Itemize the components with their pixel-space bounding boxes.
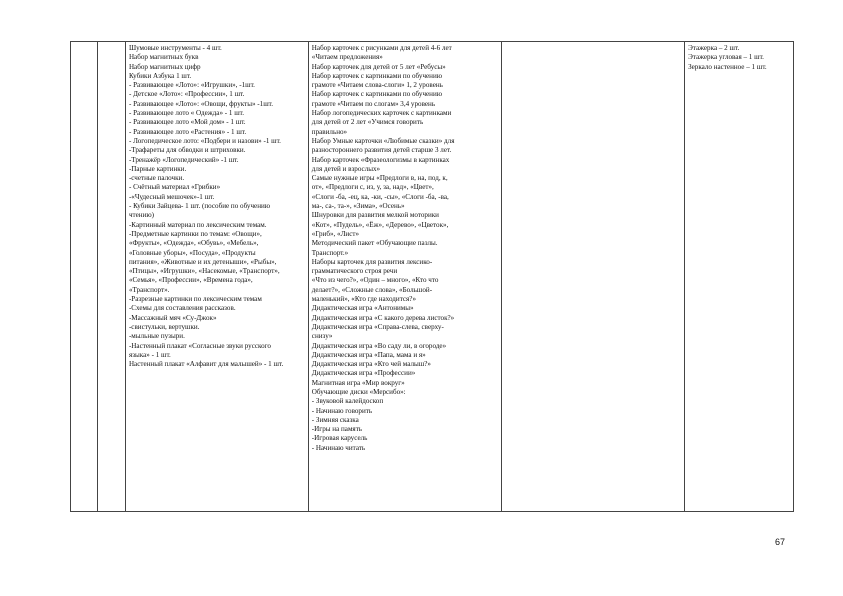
materials-list: [129, 44, 305, 369]
list-item: - Начинаю говорить: [311, 406, 373, 415]
list-item: от», «Предлоги с, из, у, за, над», «Цвет»,: [311, 183, 434, 192]
list-item: - Зимняя сказка: [311, 415, 359, 424]
list-item: разностороннего развития детей старше 3 лет.: [311, 146, 452, 155]
page-number: 67: [775, 537, 786, 547]
list-item: Дидактическая игра «Справа-слева, сверху-: [311, 322, 444, 331]
empty-cell-1: [71, 42, 98, 512]
empty-cell-2: [98, 42, 125, 512]
list-item: -Картинный материал по лексическим темам.: [128, 220, 267, 229]
list-item: грамоте «Читаем слова-слоги» 1, 2 уровень: [311, 81, 443, 90]
list-item: Набор карточек с рисунками для детей 4-6 лет: [311, 44, 452, 52]
list-item: снизу»: [311, 332, 333, 341]
list-item: -Игры на память: [311, 425, 363, 434]
list-item: Набор логопедических карточек с картинками: [311, 109, 452, 118]
list-item: Дидактическая игра «Во саду ли, в огороде»: [311, 341, 447, 350]
list-item: Транспорт.»: [311, 248, 349, 257]
list-item: Дидактическая игра «Антонимы»: [311, 304, 414, 313]
materials-cell: [125, 42, 308, 512]
list-item: правильно»: [311, 127, 348, 136]
list-item: - Развивающее «Лото»: «Игрушки», -1шт.: [128, 81, 255, 90]
list-item: -Предметные картинки по темам: «Овощи»,: [128, 229, 262, 238]
list-item: ма-, са-, та-», «Зима», «Осень»: [311, 202, 405, 211]
list-item: «Птицы», «Игрушки», «Насекомые, «Транспорт»,: [128, 267, 280, 276]
list-item: делает?», «Сложные слова», «Большой-: [311, 285, 433, 294]
list-item: Набор карточек для детей от 5 лет «Ребусы»: [311, 62, 446, 71]
list-item: Дидактическая игра «Кто чей малыш?»: [311, 360, 431, 369]
list-item: Шнуровки для развития мелкой моторики: [311, 211, 439, 220]
list-item: «Что из чего?», «Один – много», «Кто что: [311, 276, 439, 285]
list-item: Самые нужные игры «Предлоги в, на, под, к,: [311, 174, 448, 183]
list-item: Дидактическая игра «Папа, мама и я»: [311, 350, 426, 359]
list-item: «Слоги -ба, -ец, ка, -ки, -сы», «Слоги -ба, -ва,: [311, 192, 449, 201]
list-item: питания», «Животные и их детеныши», «Рыбы»,: [128, 257, 277, 266]
list-item: Набор карточек с картинками по обучению: [311, 90, 443, 99]
list-item: Методический пакет «Обучающие пазлы.: [311, 239, 438, 248]
list-item: -Массажный мяч «Су-Джок»: [128, 313, 217, 322]
list-item: маленький», «Кто где находится?»: [311, 295, 416, 304]
list-item: -Тренажёр «Логопедический» -1 шт.: [128, 155, 239, 164]
list-item: - Счётный материал «Грибки»: [128, 183, 221, 192]
list-item: «Кот», «Пудель», «Ёж», «Дерево», «Цветок»,: [311, 220, 449, 229]
list-item: для детей и взрослых»: [311, 164, 381, 173]
furniture-cell: [685, 42, 794, 512]
list-item: Шумовые инструменты - 4 шт.: [128, 44, 222, 52]
list-item: Магнитная игра «Мир вокруг»: [311, 378, 405, 387]
didactic-cell: [308, 42, 501, 512]
list-item: Этажерка – 2 шт.: [688, 44, 740, 52]
list-item: - Кубики Зайцева- 1 шт. (пособие по обучению: [128, 202, 271, 211]
list-item: Дидактическая игра «Профессии»: [311, 369, 416, 378]
list-item: Наборы карточек для развития лексико-: [311, 257, 433, 266]
list-item: -«Чудесный мешочек»-1 шт.: [128, 192, 215, 201]
list-item: -Схемы для составления рассказов.: [128, 304, 236, 313]
list-item: - Звуковой калейдоскоп: [311, 397, 384, 406]
list-item: -мыльные пузыри.: [128, 332, 185, 341]
list-item: Дидактическая игра «С какого дерева листок?»: [311, 313, 455, 322]
list-item: - Развивающее лото « Одежда» - 1 шт.: [128, 109, 245, 118]
list-item: - Развивающее лото «Мой дом» - 1 шт.: [128, 118, 246, 127]
list-item: Набор карточек «Фразеологизмы в картинках: [311, 155, 450, 164]
empty-cell-5: [502, 42, 685, 512]
list-item: Набор Умные карточки «Любимые сказки» для: [311, 136, 455, 145]
list-item: грамматического строя речи: [311, 267, 398, 276]
list-item: - Развивающее лото «Растения» - 1 шт.: [128, 127, 247, 136]
list-item: «Гриб», «Лист»: [311, 229, 359, 238]
list-item: «Головные уборы», «Посуда», «Продукты: [128, 248, 256, 257]
list-item: языка» - 1 шт.: [128, 350, 171, 359]
list-item: Настенный плакат «Алфавит для малышей» - 1 шт.: [128, 360, 284, 369]
list-item: «Транспорт».: [128, 285, 170, 294]
list-item: Набор карточек с картинками по обучению: [311, 71, 443, 80]
list-item: Кубики Азбука 1 шт.: [128, 71, 192, 80]
list-item: - Начинаю читать: [311, 443, 366, 452]
list-item: «Фрукты», «Одежда», «Обувь», «Мебель»,: [128, 239, 259, 248]
list-item: для детей от 2 лет «Учимся говорить: [311, 118, 424, 127]
list-item: -счетные палочки.: [128, 174, 185, 183]
table-row: [71, 42, 794, 512]
list-item: «Читаем предложения»: [311, 53, 383, 62]
list-item: Набор магнитных цифр: [128, 62, 201, 71]
list-item: Этажерка угловая – 1 шт.: [688, 53, 764, 62]
list-item: -свистульки, вертушки.: [128, 322, 200, 331]
furniture-list: [688, 44, 790, 72]
list-item: - Развивающее «Лото»: «Овощи, фрукты» -1шт.: [128, 99, 274, 108]
list-item: -Игровая карусель: [311, 434, 368, 443]
list-item: Обучающие диски «Мерсибо»:: [311, 387, 406, 396]
list-item: «Семья», «Профессии», «Времена года»,: [128, 276, 253, 285]
list-item: чтению): [128, 211, 155, 220]
list-item: Набор магнитных букв: [128, 53, 199, 62]
list-item: - Логопедическое лото: «Подбери и назови» -1 шт.: [128, 136, 281, 145]
list-item: -Трафареты для обводки и штриховки.: [128, 146, 246, 155]
list-item: - Детское «Лото»: «Профессии», 1 шт.: [128, 90, 245, 99]
list-item: грамоте «Читаем по слогам» 3,4 уровень: [311, 99, 436, 108]
list-item: -Настенный плакат «Согласные звуки русского: [128, 341, 271, 350]
didactic-list: [312, 44, 498, 453]
equipment-table: [70, 41, 794, 512]
list-item: -Разрезные картинки по лексическим темам: [128, 295, 262, 304]
list-item: Зеркало настенное – 1 шт.: [688, 62, 767, 71]
list-item: -Парные картинки.: [128, 164, 187, 173]
